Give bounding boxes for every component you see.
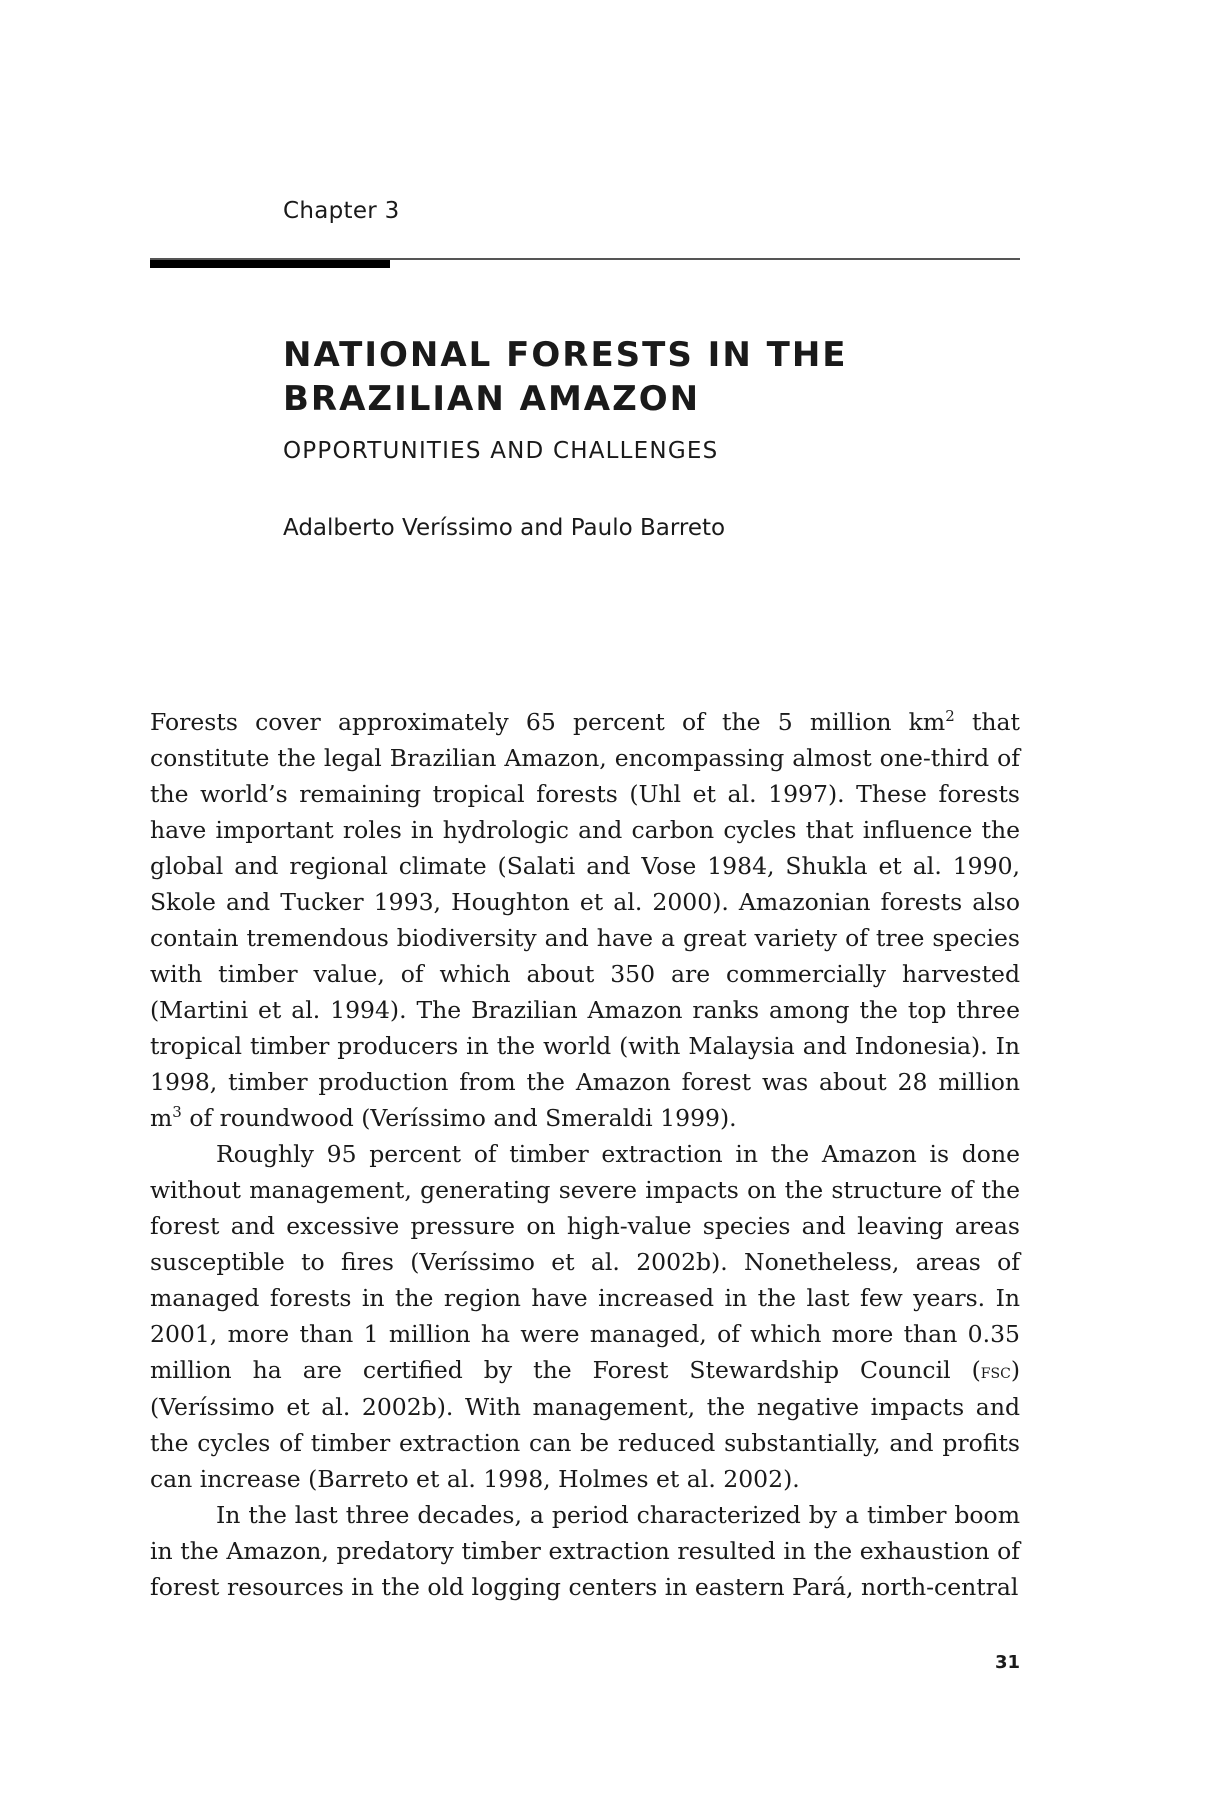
paragraph-1 — [150, 704, 1020, 1136]
paragraph-2 — [150, 1136, 1020, 1497]
page-number: 31 — [994, 1652, 1020, 1673]
paragraph-2-text-a: Roughly 95 percent of timber extraction in the Amazon is done without management, generating severe impacts on the structure of the forest and excessive pressure on high-value species and leaving areas susceptible to fires (Veríssimo et al. 2002b). Nonetheless, areas of managed forests in the region have increased in the last few years. In 2001, more than 1 million ha were managed, of which more than 0.35 million ha are certified by the Forest Stewardship Council ( — [150, 1140, 1020, 1384]
paragraph-1-text-b: that constitute the legal Brazilian Amazon, encompassing almost one-third of the world’s remaining tropical forests (Uhl et al. 1997). These forests have important roles in hydrologic and carbon cycles that influence the global and regional climate (Salati and Vose 1984, Shukla et al. 1990, Skole and Tucker 1993, Houghton et al. 2000). Amazonian forests also contain tremendous biodiversity and have a great variety of tree species with timber value, of which about 350 are commercially harvested (Martini et al. 1994). The Brazilian Amazon ranks among the top three tropical timber producers in the world (with Malaysia and Indonesia). In 1998, timber production from the Amazon forest was about 28 million m — [150, 708, 1020, 1132]
fsc-abbreviation: fsc — [980, 1359, 1011, 1383]
chapter-title — [283, 333, 983, 421]
chapter-title-line-2: BRAZILIAN AMAZON — [283, 379, 701, 419]
chapter-authors: Adalberto Veríssimo and Paulo Barreto — [283, 515, 726, 541]
paragraph-2-text-b: ) (Veríssimo et al. 2002b). With management, the negative impacts and the cycles of timber extraction can be reduced substantially, and profits can increase (Barreto et al. 1998, Holmes et al. 2002). — [150, 1356, 1020, 1493]
chapter-title-line-1: NATIONAL FORESTS IN THE — [283, 335, 848, 375]
body-text — [150, 704, 1020, 1605]
chapter-subtitle: OPPORTUNITIES AND CHALLENGES — [283, 438, 719, 464]
paragraph-1-text-a: Forests cover approximately 65 percent of the 5 million km — [150, 708, 946, 736]
paragraph-1-text-c: of roundwood (Veríssimo and Smeraldi 1999). — [181, 1104, 737, 1132]
chapter-label: Chapter 3 — [283, 198, 400, 224]
superscript-3: 3 — [172, 1103, 182, 1121]
header-rule-thick — [150, 260, 390, 268]
superscript-2: 2 — [945, 707, 955, 725]
paragraph-3: In the last three decades, a period characterized by a timber boom in the Amazon, predatory timber extraction resulted in the exhaustion of forest resources in the old logging centers in eastern Pará, north-central — [150, 1501, 1020, 1601]
